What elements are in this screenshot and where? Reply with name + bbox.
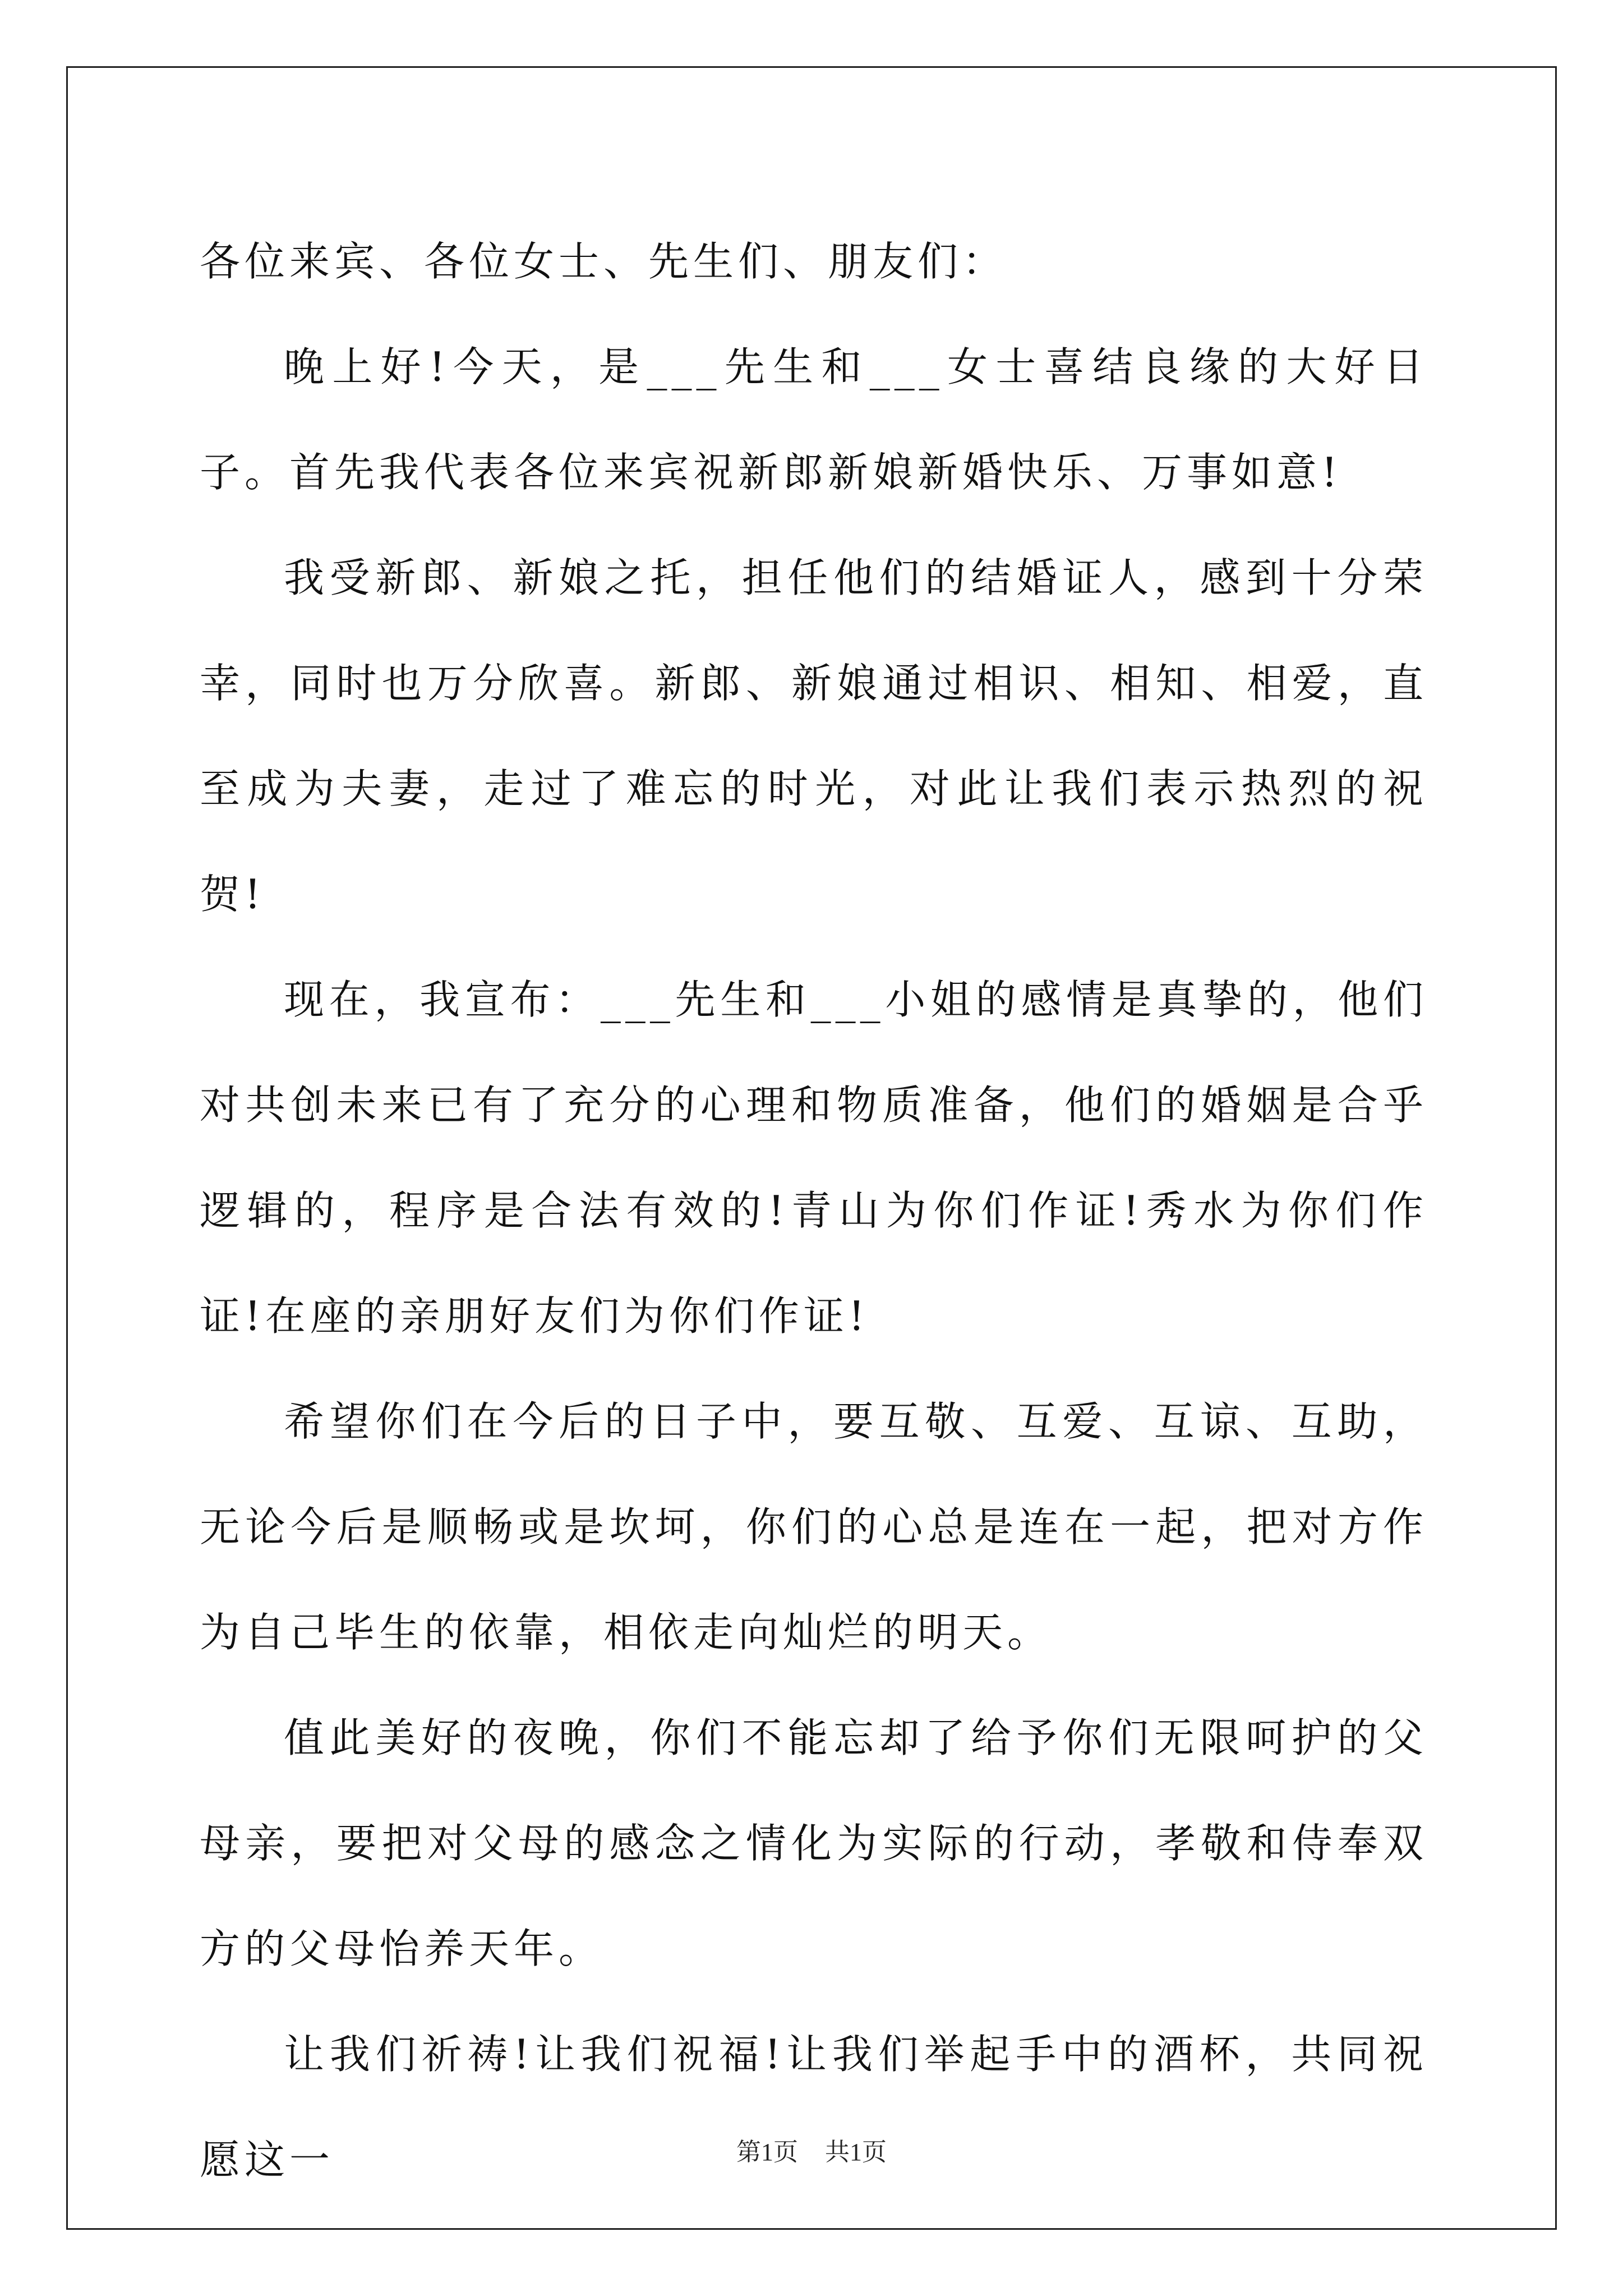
page-footer <box>0 2132 1623 2168</box>
paragraph-wishes: 希望你们在今后的日子中，要互敬、互爱、互谅、互助，无论今后是顺畅或是坎坷，你们的心总是连在一起，把对方作为自己毕生的依靠，相依走向灿烂的明天。 <box>200 1398 1428 1656</box>
salutation-paragraph: 各位来宾、各位女士、先生们、朋友们： <box>200 238 1008 285</box>
paragraph-witness: 我受新郎、新娘之托，担任他们的结婚证人，感到十分荣幸，同时也万分欣喜。新郎、新娘通过相识、相知、相爱，直至成为夫妻，走过了难忘的时光，对此让我们表示热烈的祝贺! <box>200 554 1428 918</box>
page-number-total: 共1页 <box>825 2138 887 2166</box>
document-body <box>200 209 1428 2212</box>
paragraph-toast: 让我们祈祷!让我们祝福!让我们举起手中的酒杯，共同祝愿这一 <box>200 2031 1428 2183</box>
paragraph-parents: 值此美好的夜晚，你们不能忘却了给予你们无限呵护的父母亲，要把对父母的感念之情化为实际的行动，孝敬和侍奉双方的父母怡养天年。 <box>200 1714 1428 1972</box>
paragraph-greeting: 晚上好!今天，是___先生和___女士喜结良缘的大好日子。首先我代表各位来宾祝新郎新娘新婚快乐、万事如意! <box>200 343 1428 496</box>
paragraph-announcement: 现在，我宣布：___先生和___小姐的感情是真挚的，他们对共创未来已有了充分的心理和物质准备，他们的婚姻是合乎逻辑的，程序是合法有效的!青山为你们作证!秀水为你们作证!在座的亲朋好友们为你们作证! <box>200 976 1428 1340</box>
page-number-current: 第1页 <box>736 2138 798 2166</box>
